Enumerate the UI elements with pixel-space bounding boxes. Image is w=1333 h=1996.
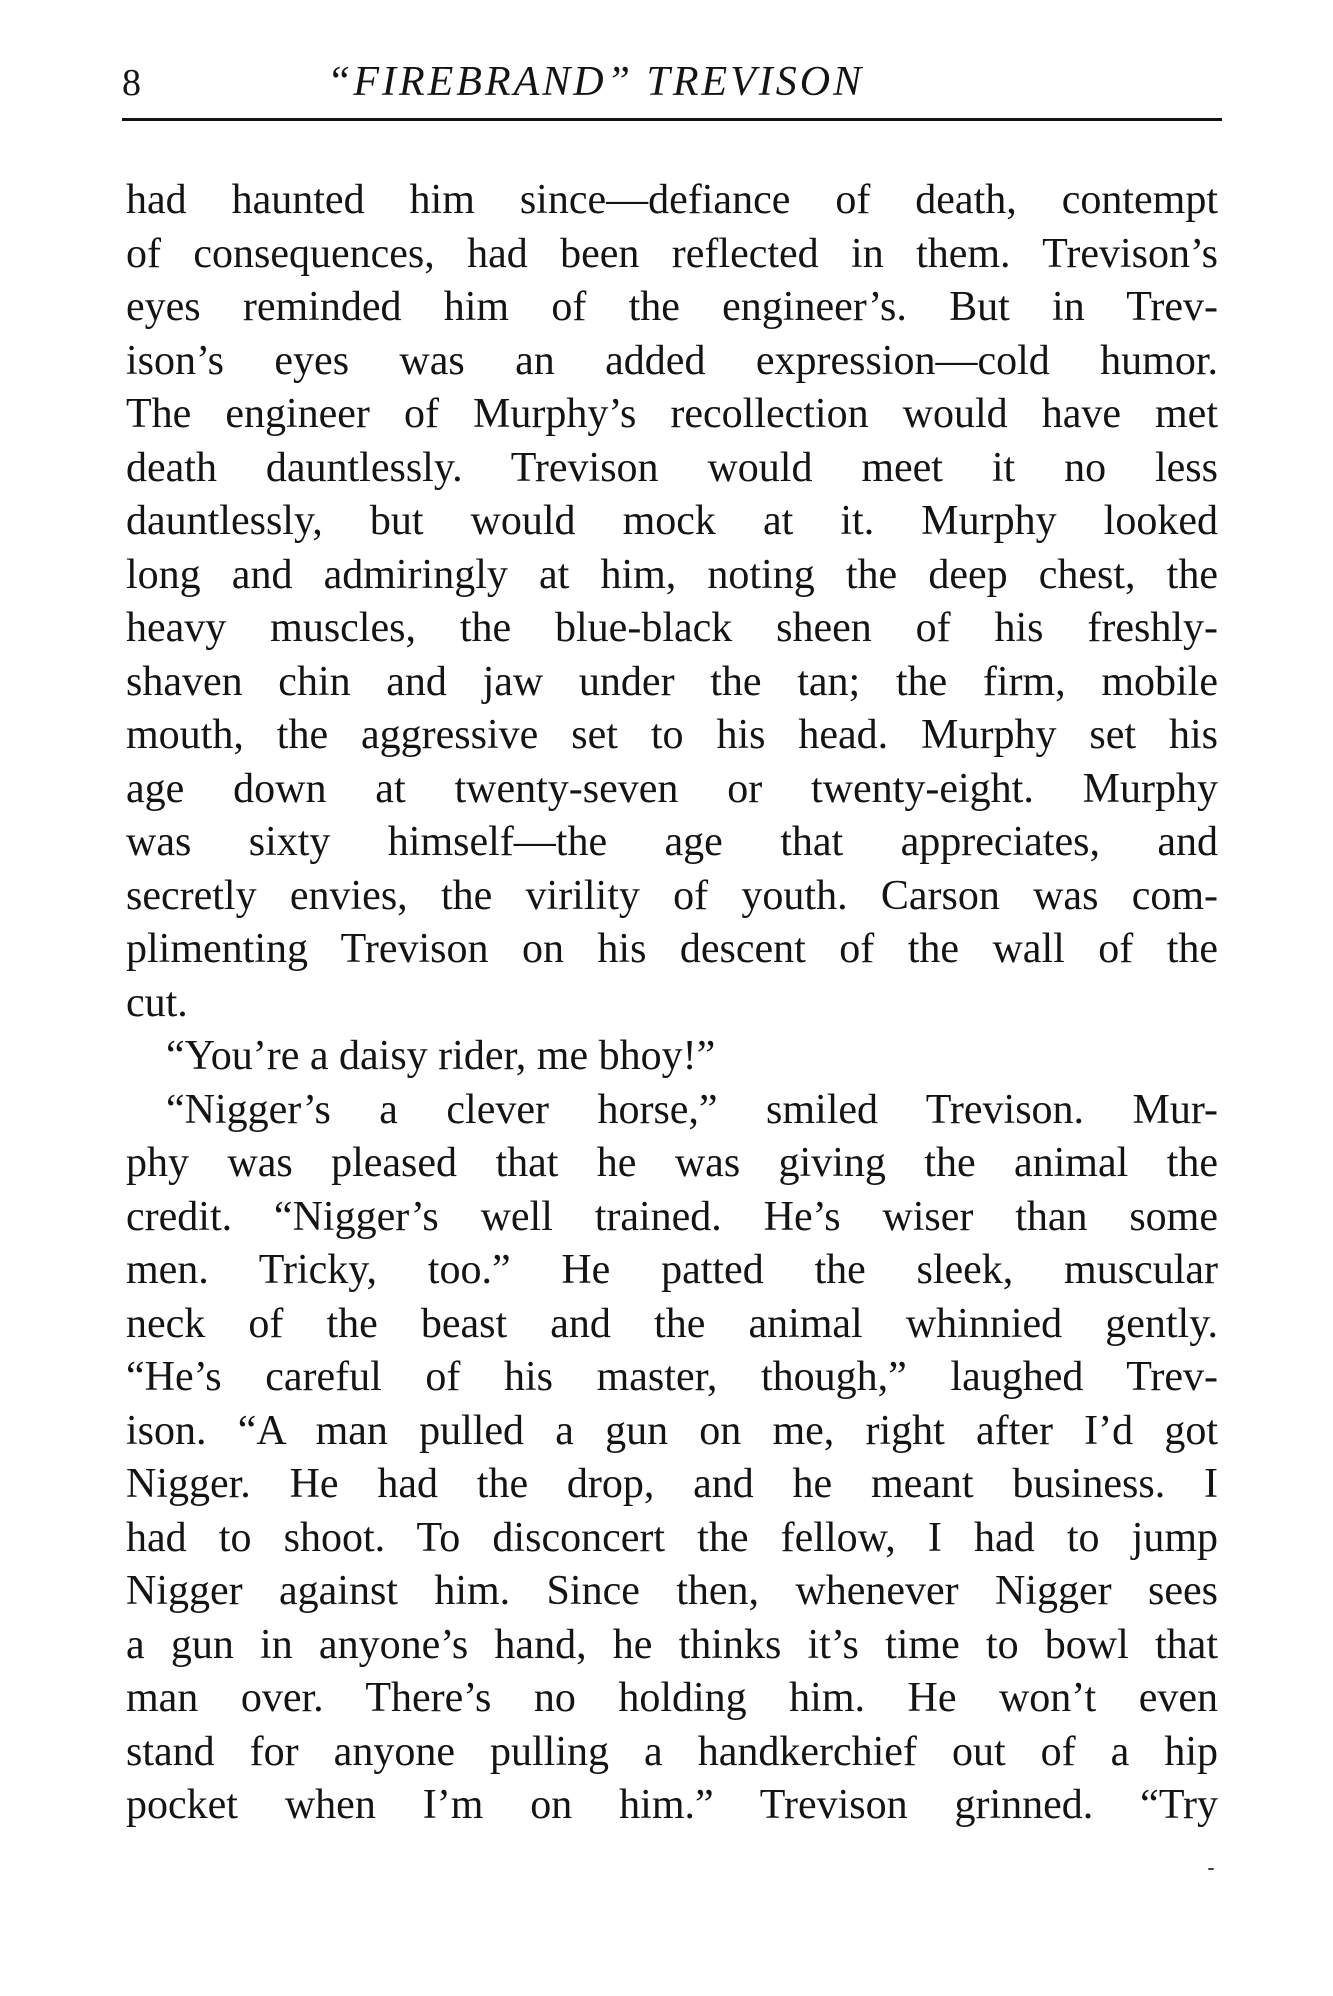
text-line: stand for anyone pulling a handkerchief out of a hip (126, 1728, 1218, 1775)
text-line: dauntlessly, but would mock at it. Murphy looked (126, 498, 1218, 544)
text-line: pocket when I’m on him.” Trevison grinned. “Try (126, 1782, 1218, 1828)
text-line: Nigger against him. Since then, whenever Nigger sees (126, 1568, 1218, 1614)
text-line: plimenting Trevison on his descent of the wall of the (126, 926, 1218, 972)
text-line: mouth, the aggressive set to his head. Murphy set his (126, 712, 1218, 758)
body-text (126, 174, 1218, 1833)
text-line: long and admiringly at him, noting the deep chest, the (126, 551, 1218, 598)
text-line: eyes reminded him of the engineer’s. But in Trev- (126, 284, 1218, 330)
text-line: neck of the beast and the animal whinnied gently. (126, 1300, 1218, 1347)
text-line: had to shoot. To disconcert the fellow, I had to jump (126, 1514, 1218, 1561)
text-line: shaven chin and jaw under the tan; the firm, mobile (126, 658, 1218, 705)
text-line: “He’s careful of his master, though,” laughed Trev- (126, 1354, 1218, 1400)
text-line: of consequences, had been reflected in them. Trevison’s (126, 230, 1218, 277)
running-title: “FIREBRAND” TREVISON (327, 59, 865, 105)
text-line: a gun in anyone’s hand, he thinks it’s time to bowl that (126, 1621, 1218, 1668)
text-line: cut. (126, 979, 188, 1026)
text-line: The engineer of Murphy’s recollection would have met (126, 391, 1218, 437)
text-line: had haunted him since—defiance of death, contempt (126, 177, 1218, 223)
text-line: Nigger. He had the drop, and he meant business. I (126, 1461, 1218, 1507)
text-line: man over. There’s no holding him. He won’t even (126, 1675, 1218, 1721)
text-line: “Nigger’s a clever horse,” smiled Trevison. Mur- (166, 1086, 1218, 1133)
text-line: ison’s eyes was an added expression—cold humor. (126, 337, 1218, 384)
text-line: was sixty himself—the age that appreciates, and (126, 819, 1218, 865)
text-line: men. Tricky, too.” He patted the sleek, muscular (126, 1247, 1218, 1293)
header-rule (122, 118, 1222, 121)
text-line: credit. “Nigger’s well trained. He’s wiser than some (126, 1193, 1218, 1240)
text-line: ison. “A man pulled a gun on me, right after I’d got (126, 1407, 1218, 1454)
running-head (122, 56, 1222, 112)
text-line: secretly envies, the virility of youth. Carson was com- (126, 872, 1218, 919)
text-line: heavy muscles, the blue-black sheen of his freshly- (126, 605, 1218, 651)
text-line: death dauntlessly. Trevison would meet it no less (126, 444, 1218, 491)
print-speck (1208, 1868, 1214, 1870)
text-line: “You’re a daisy rider, me bhoy!” (166, 1033, 716, 1079)
page-number: 8 (122, 62, 141, 104)
text-line: phy was pleased that he was giving the animal the (126, 1140, 1218, 1186)
text-line: age down at twenty-seven or twenty-eight. Murphy (126, 765, 1218, 812)
